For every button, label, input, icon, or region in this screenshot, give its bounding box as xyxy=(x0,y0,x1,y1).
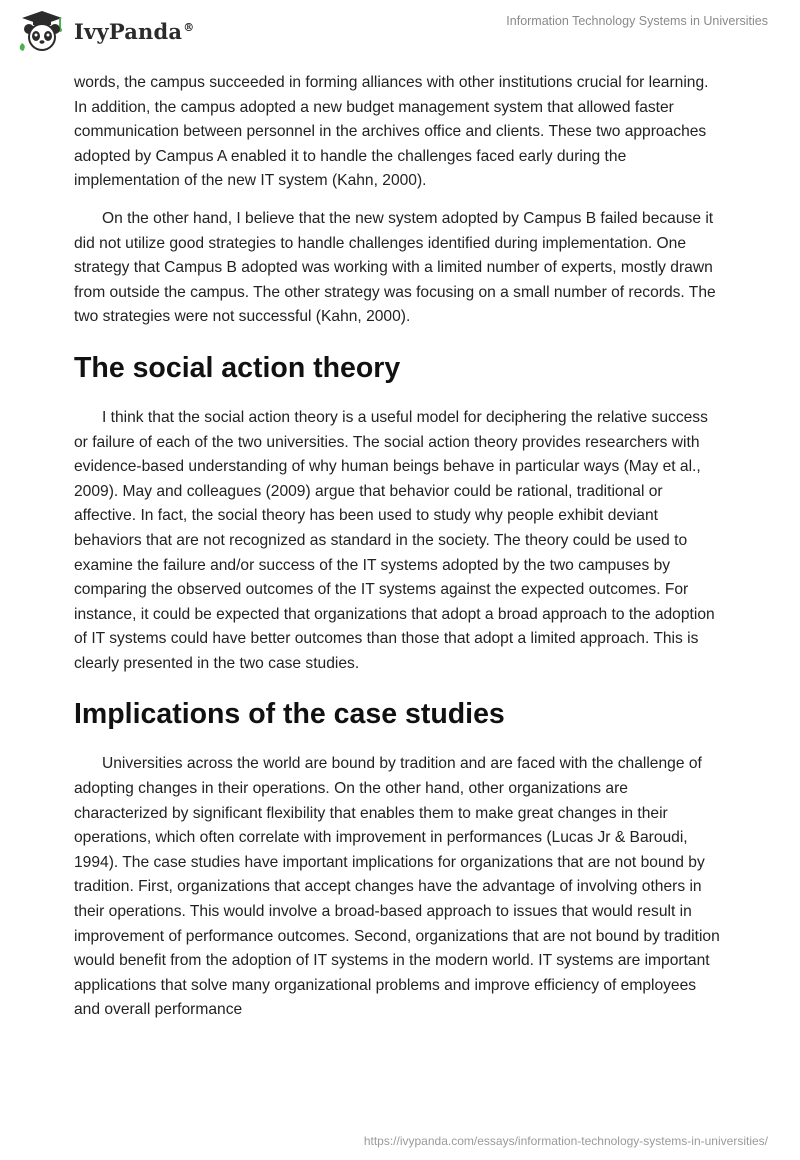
brand-name: IvyPanda® xyxy=(74,18,195,44)
panda-graduate-logo-icon xyxy=(16,9,68,53)
paragraph: I think that the social action theory is a useful model for deciphering the relative success or failure of each of the two universities. The social action theory provides researchers with evidence-based understanding of why human beings behave in particular ways (May et al., 2009). May and colleagues (2009) argue that behavior could be rational, traditional or affective. In fact, the social theory has been used to study why people exhibit deviant behaviors that are not recognized as standard in the society. The theory could be used to examine the failure and/or success of the IT systems adopted by the two campuses by comparing the observed outcomes of the IT systems against the expected outcomes. For instance, it could be expected that organizations that adopt a broad approach to the adoption of IT systems could have better outcomes than those that adopt a limited approach. This is clearly presented in the two case studies. xyxy=(74,408,715,672)
paragraph: On the other hand, I believe that the new system adopted by Campus B failed because it did not utilize good strategies to handle challenges identified during implementation. One strategy that Campus B adopted was working with a limited number of experts, mostly drawn from outside the campus. The other strategy was focusing on a small number of records. The two strategies were not successful (Kahn, 2000). xyxy=(74,209,716,326)
source-url-link[interactable]: https://ivypanda.com/essays/information-technology-systems-in-universities/ xyxy=(363,1134,768,1148)
document-title: Information Technology Systems in Universities xyxy=(506,14,768,28)
section-heading-implications: Implications of the case studies xyxy=(74,698,505,731)
section-heading-social-action-theory: The social action theory xyxy=(74,351,401,384)
brand-logo[interactable] xyxy=(16,9,194,53)
page-header xyxy=(0,0,800,70)
essay-content xyxy=(74,71,724,1036)
paragraph: words, the campus succeeded in forming alliances with other institutions crucial for learning. In addition, the campus adopted a new budget management system that allowed faster communication between personnel in the archives office and clients. These two approaches adopted by Campus A enabled it to handle the challenges faced early during the implementation of the new IT system (Kahn, 2000). xyxy=(74,74,709,190)
paragraph: Universities across the world are bound by tradition and are faced with the challenge of adopting changes in their operations. On the other hand, other organizations are characterized by significant flexibility that enables them to make great changes in their operations, which often correlate with improvement in performances (Lucas Jr & Baroudi, 1994). The case studies have important implications for organizations that are not bound by tradition. First, organizations that accept changes have the advantage of involving others in their operations. This would involve a broad-based approach to issues that would result in improvement of performance outcomes. Second, organizations that are not bound by tradition would benefit from the adoption of IT systems in the modern world. IT systems are important applications that solve many organizational problems and improve efficiency of employees and overall performance xyxy=(74,755,720,1019)
